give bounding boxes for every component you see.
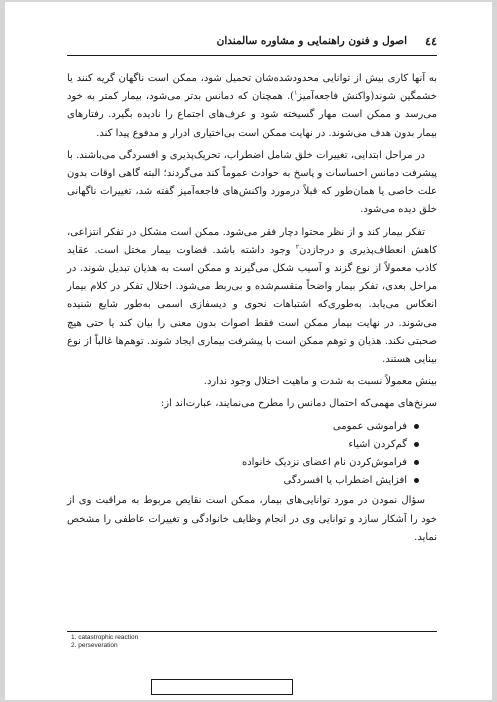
running-header	[67, 35, 437, 53]
bullet-list	[67, 418, 419, 491]
list-item: افزایش اضطراب یا افسردگی	[67, 472, 419, 490]
bullet-icon	[414, 442, 419, 447]
paragraph-1: به آنها کاری بیش از توانایی محدودشده‌شان تحمیل شود، ممکن است ناگهان گریه کنند یا خشمگین شوند(واکنش فاجعه‌آمیز$^۱$). همچنان که دمانس بدتر می‌شود، بیمار کمتر به خود می‌رسد و ممکن است مهار گسیخته شود و عرف‌های اجتماع را نادیده بگیرد. رفتارهای بیمار بدون هدف می‌شوند. در نهایت ممکن است بی‌اختیاری ادرار و مدفوع پیدا کند.	[67, 73, 437, 139]
document-page	[5, 2, 492, 700]
footnote-ref-1: ۱	[294, 89, 298, 97]
paragraph-4: بینش معمولاً نسبت به شدت و ماهیت اختلال وجود ندارد.	[203, 376, 437, 388]
paragraph-3: تفکر بیمار کند و از نظر محتوا دچار فقر می‌شود. ممکن است مشکل در تفکر انتزاعی، کاهش انعطاف‌پذیری و درجازدن$^۲$ وجود داشته باشد. قضاوت بیمار مختل است. عقاید کاذب معمولاً از نوع گزند و آسیب شکل می‌گیرند و ممکن است به هذیان تبدیل شوند. در مراحل بعدی، تفکر بیمار واضحاً منقسم‌شده و بی‌ربط می‌شود. اختلال تفکر در کلام بیمار انعکاس می‌یابد. به‌طوری‌که اشتباهات نحوی و دیسفازی اسمی به‌طور شایع شنیده می‌شوند. در نهایت بیمار ممکن است فقط اصوات بدون معنی را بیان کند یا حتی هیچ صحبتی نکند. هذیان و توهم ممکن است با پیشرفت بیماری ایجاد شوند. توهم‌ها غالباً از نوع بینایی هستند.	[67, 226, 437, 366]
footnote-divider	[67, 631, 437, 632]
footnote-2: 2. perseveration	[71, 642, 118, 649]
paragraph-6: سؤال نمودن در مورد توانایی‌های بیمار، ممکن است نقایص مربوط به مراقبت وی از خود را آشکار سازد و توانایی وی در انجام وظایف خانوادگی و تغییرات عاطفی را مشخص نماید.	[67, 495, 437, 543]
header-divider	[67, 55, 437, 56]
paragraph-5: سرنخ‌های مهمی‌که احتمال دمانس را مطرح می‌نمایند، عبارت‌اند از:	[160, 398, 437, 410]
list-item: گم‌کردن اشیاء	[67, 436, 419, 454]
bullet-icon	[414, 478, 419, 483]
bullet-icon	[414, 460, 419, 465]
list-item: فراموش‌کردن نام اعضای نزدیک خانواده	[67, 454, 419, 472]
bullet-icon	[414, 424, 419, 429]
page-number: ٤٤	[425, 35, 437, 48]
list-item: فراموشی عمومی	[67, 418, 419, 436]
footnotes	[71, 634, 271, 650]
body-text	[67, 70, 437, 551]
footnote-1: 1. catastrophic reaction	[71, 634, 139, 641]
page-number-box	[151, 679, 293, 695]
paragraph-2: در مراحل ابتدایی، تغییرات خلق شامل اضطراب، تحریک‌پذیری و افسردگی می‌باشند. با پیشرفت دمانس احساسات و پاسخ به حوادث عموماً کند می‌گردند؛ البته گاهی اوقات بدون علت خاصی یا همان‌طور که قبلاً درمورد واکنش‌های فاجعه‌آمیز گفته شد، تغییرات ناگهانی خلق دیده می‌شود.	[67, 149, 437, 216]
footnote-ref-2: ۲	[295, 243, 300, 251]
book-title: اصول و فنون راهنمایی و مشاوره سالمندان	[216, 35, 407, 47]
